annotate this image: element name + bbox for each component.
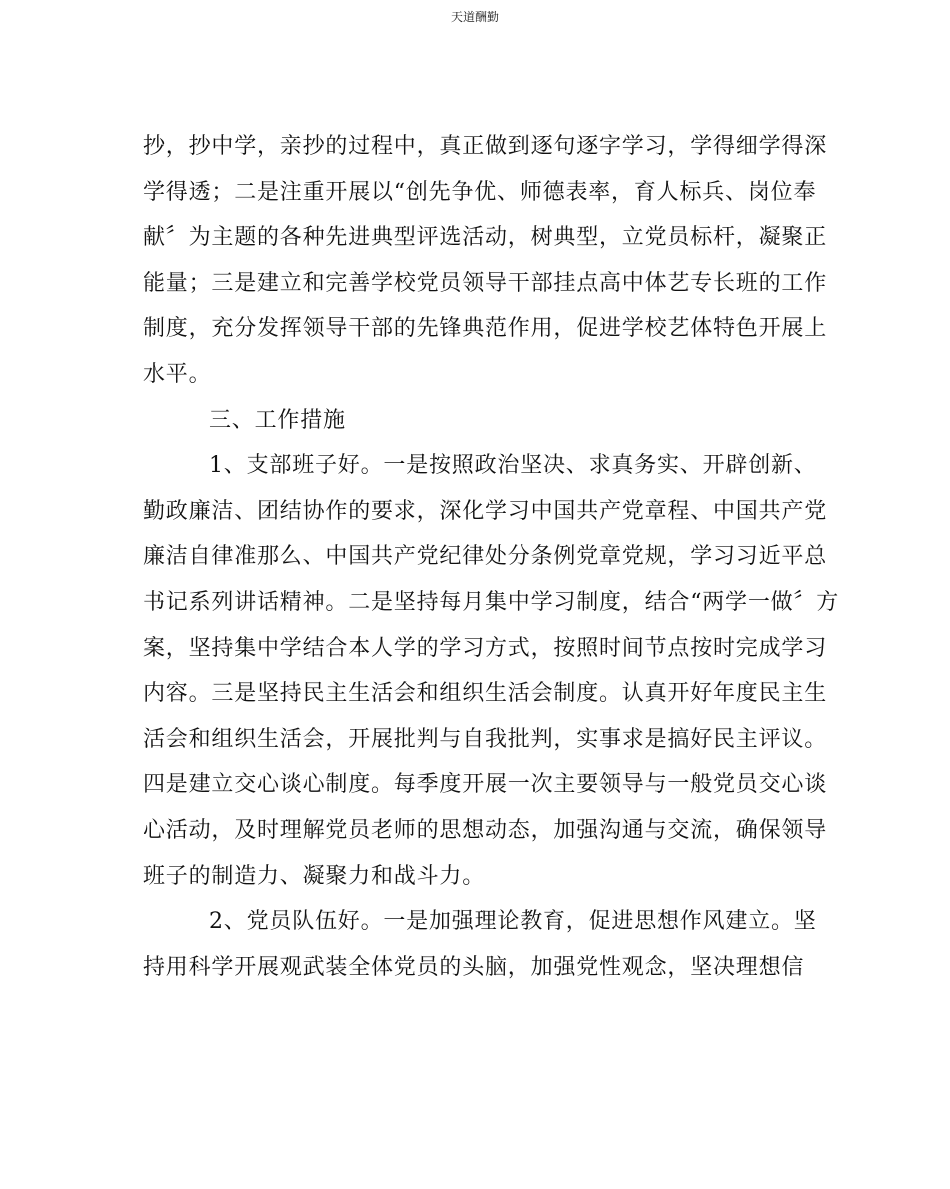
paragraph-start: 2、党员队伍好。一是加强理论教育，促进思想作风建立。坚	[209, 909, 817, 935]
text-line: 勤政廉洁、团结协作的要求，深化学习中国共产党章程、中国共产党	[143, 498, 828, 524]
text-line: 活会和组织生活会，开展批判与自我批判，实事求是搞好民主评议。	[143, 726, 828, 752]
text-line: 案，坚持集中学结合本人学的学习方式，按照时间节点按时完成学习	[143, 635, 828, 661]
document-body	[143, 124, 840, 990]
text-line: 持用科学开展观武装全体党员的头脑，加强党性观念，坚决理想信	[143, 954, 805, 980]
text-line: 学得透；二是注重开展以“创先争优、师德表率，育人标兵、岗位奉	[143, 179, 817, 205]
text-line: 内容。三是坚持民主生活会和组织生活会制度。认真开好年度民主生	[143, 681, 828, 707]
page-header: 天道酬勤	[450, 10, 499, 24]
text-line: 班子的制造力、凝聚力和战斗力。	[143, 863, 486, 889]
section-heading: 三、工作措施	[209, 407, 346, 433]
text-line: 制度，充分发挥领导干部的先锋典范作用，促进学校艺体特色开展上	[143, 316, 828, 342]
text-line: 廉洁自律准那么、中国共产党纪律处分条例党章党规，学习习近平总	[143, 544, 828, 570]
text-line: 抄，抄中学，亲抄的过程中，真正做到逐句逐字学习，学得细学得深	[143, 134, 828, 159]
text-line: 献〞为主题的各种先进典型评选活动，树典型，立党员标杆，凝聚正	[143, 225, 828, 251]
text-line: 能量；三是建立和完善学校党员领导干部挂点高中体艺专长班的工作	[143, 270, 828, 296]
text-line: 四是建立交心谈心制度。每季度开展一次主要领导与一般党员交心谈	[143, 772, 828, 798]
paragraph-start: 1、支部班子好。一是按照政治坚决、求真务实、开辟创新、	[209, 453, 817, 479]
text-line: 书记系列讲话精神。二是坚持每月集中学习制度，结合“两学一做〞方	[143, 589, 840, 615]
text-line: 水平。	[143, 361, 212, 387]
text-line: 心活动，及时理解党员老师的思想动态，加强沟通与交流，确保领导	[143, 817, 828, 843]
